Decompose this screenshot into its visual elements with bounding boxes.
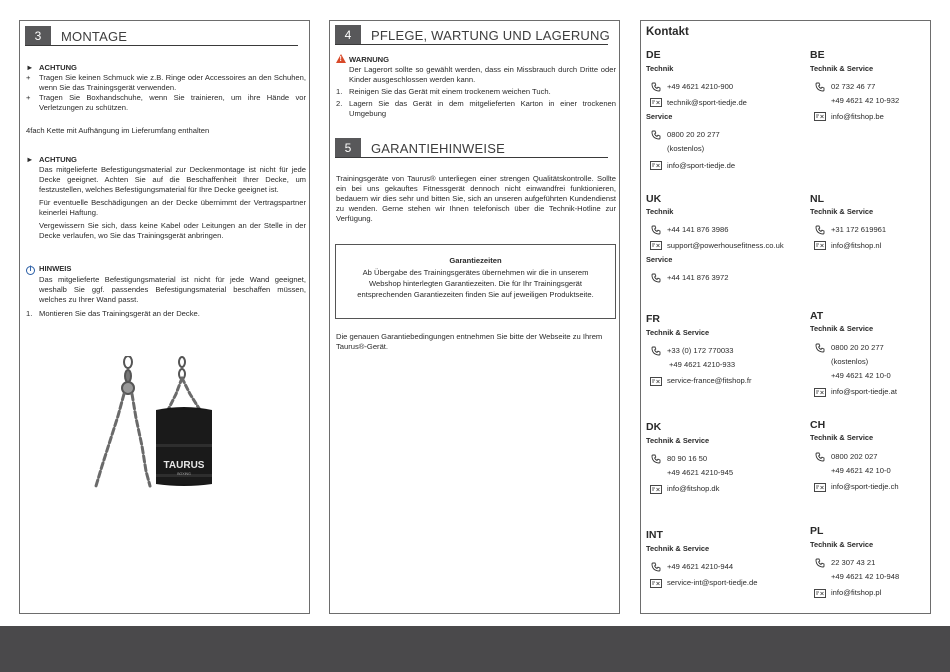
arrow-marker-icon: ►	[26, 63, 34, 72]
section-number-badge: 4	[335, 25, 361, 45]
email-link[interactable]: info@sport-tiedje.ch	[831, 482, 899, 491]
phone-number[interactable]: +49 4621 42 10-932	[831, 96, 900, 105]
mail-icon	[814, 589, 826, 598]
contact-subtitle: Technik & Service	[810, 433, 874, 442]
arrow-marker-icon: ►	[26, 155, 34, 164]
phone-icon	[815, 343, 825, 353]
punching-bag-image	[90, 356, 215, 489]
warning-icon	[336, 54, 346, 63]
country-code-int: INT	[646, 529, 663, 541]
contact-subtitle: Technik & Service	[810, 324, 874, 333]
step-text: Montieren Sie das Trainingsgerät an der Decke.	[39, 308, 200, 318]
phone-number[interactable]: 80 90 16 50	[667, 454, 708, 463]
section-underline	[25, 45, 298, 46]
brand-logo: TAURUS	[163, 460, 205, 471]
section-underline	[335, 44, 608, 45]
email-link[interactable]: service-int@sport-tiedje.de	[667, 578, 758, 587]
phone-number[interactable]: +49 4621 4210-933	[669, 360, 736, 369]
phone-number[interactable]: +49 4621 42 10-0	[831, 466, 891, 475]
achtung-item: Tragen Sie Boxhandschuhe, wenn Sie trainieren, um ihre Hände vor Verletzungen zu schützen.	[39, 93, 306, 112]
mail-icon	[650, 485, 662, 494]
phone-number[interactable]: +33 (0) 172 770033	[667, 346, 734, 355]
warranty-box-text: Ab Übergabe des Trainingsgerätes übernehmen wir die in unserem Webshop hinterlegten Garantiezeiten. Die für Ihr Trainingsgerät entsprechenden Garantiezeiten finden Sie auf jeweiligen Produktseite.	[357, 268, 594, 299]
mail-icon	[814, 483, 826, 492]
contact-subtitle: Technik & Service	[646, 544, 710, 553]
phone-icon	[815, 82, 825, 92]
email-link[interactable]: service-france@fitshop.fr	[667, 376, 752, 385]
achtung-item: Tragen Sie keinen Schmuck wie z.B. Ringe oder Accessoires an den Schuhen, wenn Sie das Trainingsgerät verwenden.	[39, 73, 306, 92]
phone-number[interactable]: +49 4621 42 10-948	[831, 572, 900, 581]
phone-icon	[651, 130, 661, 140]
hinweis-title: HINWEIS	[39, 264, 72, 274]
section-title: GARANTIEHINWEISE	[371, 140, 505, 156]
contact-title: Kontakt	[646, 26, 689, 38]
phone-icon	[651, 346, 661, 356]
step-number: 2.	[336, 99, 343, 108]
phone-icon	[815, 558, 825, 568]
country-code-be: BE	[810, 49, 825, 61]
section-number-badge: 5	[335, 138, 361, 158]
warranty-intro: Trainingsgeräte von Taurus® unterliegen einer strengen Qualitätskontrolle. Sollte ein bei uns gekauftes Fitnessgerät dennoch nicht einwandfrei funktionieren, bedauern wir dies sehr und bitten Sie, sich an unseren aufgeführten Kundendienst zu wenden. Gerne stehen wir Ihnen telefonisch über die Technik-Hotline zur Verfügung.	[336, 174, 616, 223]
email-link[interactable]: technik@sport-tiedje.de	[667, 98, 747, 107]
achtung-title: ACHTUNG	[39, 63, 77, 72]
country-code-at: AT	[810, 310, 824, 322]
warranty-header	[335, 138, 505, 158]
info-icon: i	[26, 266, 35, 275]
country-code-fr: FR	[646, 313, 660, 325]
country-code-uk: UK	[646, 193, 662, 205]
scope-of-delivery: 4fach Kette mit Aufhängung im Lieferumfang enthalten	[26, 126, 210, 135]
contact-subtitle: Technik & Service	[810, 540, 874, 549]
contact-subtitle: Technik & Service	[646, 436, 710, 445]
phone-number[interactable]: +49 4621 4210-944	[667, 562, 734, 571]
warranty-outro: Die genauen Garantiebedingungen entnehmen Sie bitte der Webseite zu Ihrem Taurus®-Gerät.	[336, 332, 603, 351]
mail-icon	[814, 241, 826, 250]
mail-icon	[650, 377, 662, 386]
phone-number[interactable]: 0800 20 20 277	[667, 130, 720, 139]
achtung-block-1	[26, 63, 306, 113]
contact-subtitle: Technik & Service	[646, 328, 710, 337]
mail-icon	[814, 112, 826, 121]
mail-icon	[814, 388, 826, 397]
mail-icon	[650, 98, 662, 107]
warranty-box-title: Garantiezeiten	[449, 256, 502, 265]
phone-icon	[651, 273, 661, 283]
country-code-dk: DK	[646, 421, 662, 433]
phone-number[interactable]: 02 732 46 77	[831, 82, 876, 91]
achtung-paragraph: Das mitgelieferte Befestigungsmaterial zur Deckenmontage ist nicht für jede Decke geeignet. Achten Sie auf die Beschaffenheit Ihrer Decke, um festzustellen, welches Befestigungsmaterial für Ihre Decke geeignet ist.	[39, 165, 306, 194]
step-number: 1.	[26, 308, 33, 318]
mail-icon	[650, 161, 662, 170]
phone-icon	[651, 225, 661, 235]
contact-subtitle: Service	[646, 112, 673, 121]
achtung-paragraph: Für eventuelle Beschädigungen an der Decke übernimmt der Vertragspartner keinerlei Haftung.	[39, 198, 306, 217]
contact-subtitle: Technik	[646, 207, 674, 216]
brand-logo-sub: BOXING	[177, 472, 191, 476]
contact-subtitle: Technik & Service	[810, 207, 874, 216]
contact-subtitle: Technik	[646, 64, 674, 73]
footer-bar	[0, 626, 950, 672]
email-link[interactable]: info@fitshop.be	[831, 112, 884, 121]
step-number: 1.	[336, 87, 343, 96]
achtung-title: ACHTUNG	[39, 155, 77, 164]
section-underline	[335, 157, 608, 158]
hinweis-block	[26, 264, 306, 319]
phone-number[interactable]: 0800 202 027	[831, 452, 878, 461]
warnung-text: Der Lagerort sollte so gewählt werden, dass ein Missbrauch durch Dritte oder Kinder ausgeschlossen werden kann.	[349, 65, 616, 84]
country-code-nl: NL	[810, 193, 824, 205]
email-link[interactable]: support@powerhousefitness.co.uk	[667, 241, 784, 250]
email-link[interactable]: info@fitshop.dk	[667, 484, 720, 493]
phone-note: (kostenlos)	[831, 357, 869, 366]
plus-bullet-icon: +	[26, 93, 31, 102]
mail-icon	[650, 579, 662, 588]
phone-number[interactable]: +31 172 619961	[831, 225, 887, 234]
phone-number[interactable]: +44 141 876 3972	[667, 273, 729, 282]
section-title: PFLEGE, WARTUNG UND LAGERUNG	[371, 27, 610, 43]
montage-panel	[19, 20, 310, 614]
phone-icon	[815, 225, 825, 235]
contact-subtitle: Technik & Service	[810, 64, 874, 73]
contact-panel	[640, 20, 931, 614]
phone-icon	[651, 82, 661, 92]
email-link[interactable]: info@fitshop.nl	[831, 241, 882, 250]
hinweis-text: Das mitgelieferte Befestigungsmaterial ist nicht für jede Wand geeignet, weshalb Sie ggf. passendes Befestigungsmaterial beschaffen müssen, welches zu Ihrer Wand passt.	[39, 274, 306, 304]
phone-number[interactable]: 0800 20 20 277	[831, 343, 884, 352]
care-item: Lagern Sie das Gerät in dem mitgelieferten Karton in einer trockenen Umgebung	[349, 99, 616, 118]
care-item: Reinigen Sie das Gerät mit einem trockenem weichen Tuch.	[349, 87, 551, 96]
phone-number[interactable]: 22 307 43 21	[831, 558, 876, 567]
phone-number[interactable]: +44 141 876 3986	[667, 225, 729, 234]
plus-bullet-icon: +	[26, 73, 31, 82]
phone-icon	[815, 452, 825, 462]
phone-note: (kostenlos)	[667, 144, 705, 153]
email-link[interactable]: info@sport-tiedje.de	[667, 161, 736, 170]
country-code-de: DE	[646, 49, 661, 61]
section-number-badge: 3	[25, 26, 51, 46]
care-header	[335, 25, 610, 45]
section-title: MONTAGE	[61, 28, 128, 44]
phone-icon	[651, 562, 661, 572]
email-link[interactable]: info@sport-tiedje.at	[831, 387, 897, 396]
care-warranty-panel	[329, 20, 620, 614]
phone-number[interactable]: +49 4621 42 10-0	[831, 371, 891, 380]
achtung-block-2	[26, 155, 306, 241]
country-code-ch: CH	[810, 419, 826, 431]
warnung-title: WARNUNG	[349, 54, 390, 64]
phone-number[interactable]: +49 4621 4210-945	[667, 468, 734, 477]
country-code-pl: PL	[810, 525, 824, 537]
achtung-paragraph: Vergewissern Sie sich, dass keine Kabel oder Leitungen an der Stelle in der Decke verlaufen, wo Sie das Trainingsgerät anbringen.	[39, 221, 306, 240]
email-link[interactable]: info@fitshop.pl	[831, 588, 882, 597]
warranty-period-box	[335, 244, 616, 319]
contact-subtitle: Service	[646, 255, 673, 264]
mail-icon	[650, 241, 662, 250]
montage-header	[25, 26, 127, 46]
phone-number[interactable]: +49 4621 4210-900	[667, 82, 734, 91]
phone-icon	[651, 454, 661, 464]
care-content	[336, 54, 616, 119]
